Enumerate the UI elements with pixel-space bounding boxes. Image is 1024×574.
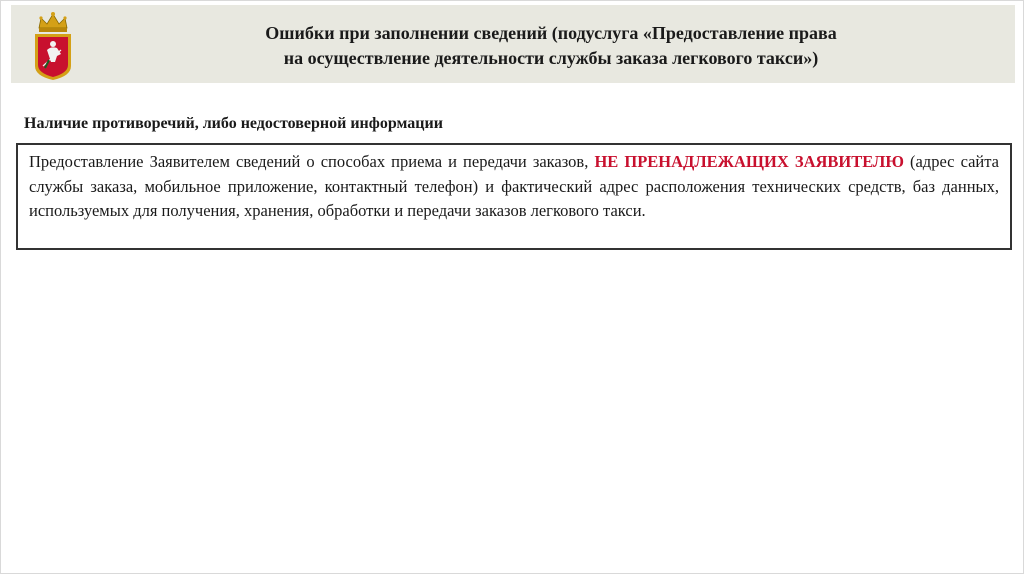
page-title-line-1: Ошибки при заполнении сведений (подуслуга «Предоставление права: [265, 23, 837, 43]
content-box: [16, 143, 1012, 250]
content-text-start: Предоставление Заявителем сведений о способах приема и передачи заказов,: [29, 152, 595, 171]
highlighted-warning-text: НЕ ПРЕНАДЛЕЖАЩИХ ЗАЯВИТЕЛЮ: [594, 152, 904, 171]
page-title-line-2: на осуществление деятельности службы заказа легкового такси»): [283, 48, 819, 68]
section-heading: Наличие противоречий, либо недостоверной информации: [24, 115, 443, 132]
moscow-oblast-coat-of-arms-icon: [31, 10, 75, 82]
content-text-end: (адрес сайта службы заказа, мобильное приложение, контактный телефон) и фактический адрес расположения технических средств, баз данных, используемых для получения, хранения, обработки и передачи заказов легкового такси.: [29, 152, 1000, 220]
content-paragraph: [29, 150, 999, 224]
header-bar: [11, 5, 1015, 83]
page-title: [161, 21, 941, 71]
